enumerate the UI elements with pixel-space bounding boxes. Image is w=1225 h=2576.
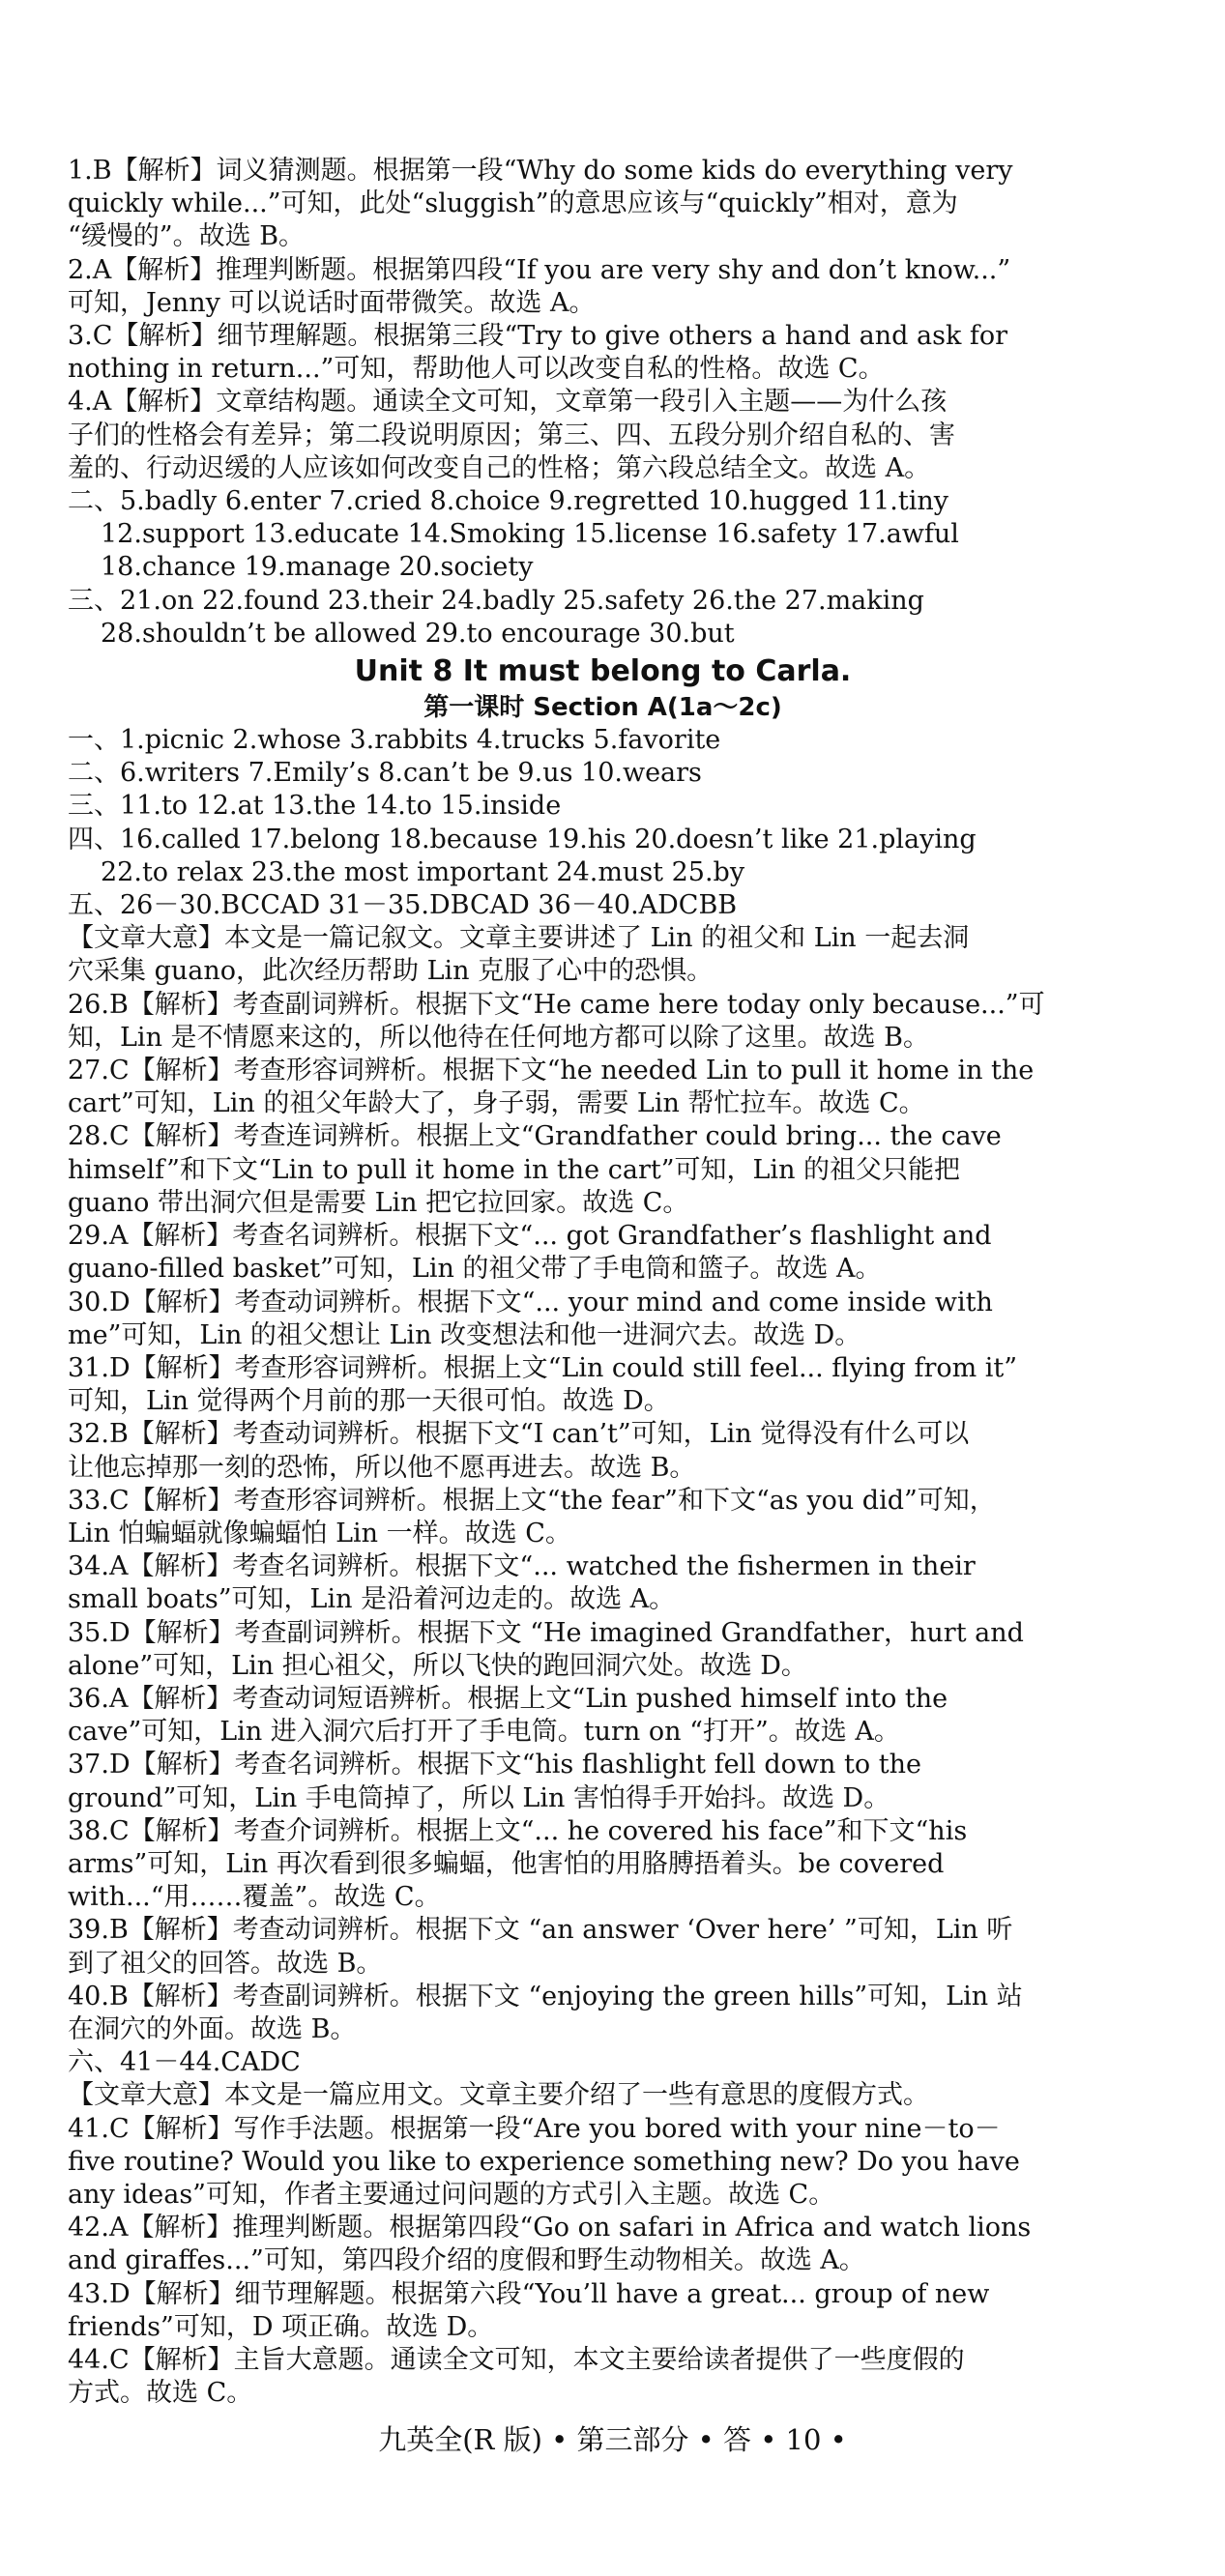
answer-line: 可知，Jenny 可以说话时面带微笑。故选 A。 — [68, 287, 596, 318]
answer-line: guano 带出洞穴但是需要 Lin 把它拉回家。故选 C。 — [68, 1187, 689, 1218]
answers-block-unit7 — [68, 155, 1138, 651]
answer-line: guano-filled basket”可知，Lin 的祖父带了手电筒和篮子。故选 A。 — [68, 1254, 882, 1285]
answer-line: 4.A【解析】文章结构题。通读全文可知，文章第一段引入主题——为什么孩 — [68, 387, 948, 418]
answer-line: 三、11.to 12.at 13.the 14.to 15.inside — [68, 791, 562, 822]
answer-line: 35.D【解析】考查副词辨析。根据下文 “He imagined Grandfather，hurt and — [68, 1617, 1024, 1648]
answer-line: 让他忘掉那一刻的恐怖，所以他不愿再进去。故选 B。 — [68, 1452, 696, 1483]
answer-line: 29.A【解析】考查名词辨析。根据下文“... got Grandfather’s flashlight and — [68, 1221, 992, 1252]
answer-line: 42.A【解析】推理判断题。根据第四段“Go on safari in Africa and watch lions — [68, 2213, 1032, 2243]
answer-line: 36.A【解析】考查动词短语辨析。根据上文“Lin pushed himself into the — [68, 1683, 948, 1714]
answer-line: cart”可知，Lin 的祖父年龄大了，身子弱，需要 Lin 帮忙拉车。故选 C。 — [68, 1088, 925, 1119]
answer-line: himself”和下文“Lin to pull it home in the cart”可知，Lin 的祖父只能把 — [68, 1154, 961, 1185]
answer-line: 知，Lin 是不情愿来这的，所以他待在任何地方都可以除了这里。故选 B。 — [68, 1022, 929, 1053]
answer-line: arms”可知，Lin 再次看到很多蝙蝠，他害怕的用胳膊捂着头。be covered — [68, 1848, 945, 1879]
answer-line: nothing in return...”可知，帮助他人可以改变自私的性格。故选 C。 — [68, 354, 885, 385]
answer-line: 穴采集 guano，此次经历帮助 Lin 克服了心中的恐惧。 — [68, 956, 714, 987]
section-title: 第一课时 Section A(1a～2c) — [423, 693, 782, 723]
answer-line: 26.B【解析】考查副词辨析。根据下文“He came here today only because...”可 — [68, 989, 1045, 1020]
answer-line: 方式。故选 C。 — [68, 2378, 253, 2409]
answer-line: 30.D【解析】考查动词辨析。根据下文“... your mind and come inside with — [68, 1287, 993, 1317]
answer-line: 27.C【解析】考查形容词辨析。根据下文“he needed Lin to pull it home in the — [68, 1056, 1035, 1086]
answer-line: 28.shouldn’t be allowed 29.to encourage 30.but — [101, 618, 735, 649]
answer-line: 37.D【解析】考查名词辨析。根据下文“his flashlight fell down to the — [68, 1750, 921, 1780]
answer-line: and giraffes...”可知，第四段介绍的度假和野生动物相关。故选 A。 — [68, 2245, 865, 2276]
answer-line: any ideas”可知，作者主要通过问问题的方式引入主题。故选 C。 — [68, 2179, 835, 2210]
answer-line: 40.B【解析】考查副词辨析。根据下文 “enjoying the green hills”可知，Lin 站 — [68, 1981, 1023, 2012]
answer-line: Lin 怕蝙蝠就像蝙蝠怕 Lin 一样。故选 C。 — [68, 1518, 571, 1548]
answer-line: 到了祖父的回答。故选 B。 — [68, 1948, 383, 1979]
answer-line: 18.chance 19.manage 20.society — [101, 552, 534, 583]
answer-line: 在洞穴的外面。故选 B。 — [68, 2013, 357, 2044]
answer-line: 2.A【解析】推理判断题。根据第四段“If you are very shy and don’t know...” — [68, 254, 1011, 285]
answers-block-unit8 — [68, 724, 1138, 2410]
answer-line: 可知，Lin 觉得两个月前的那一天很可怕。故选 D。 — [68, 1386, 670, 1417]
answer-line: 31.D【解析】考查形容词辨析。根据上文“Lin could still feel... flying from it” — [68, 1352, 1018, 1383]
unit-title: Unit 8 It must belong to Carla. — [354, 654, 852, 689]
answer-line: cave”可知，Lin 进入洞穴后打开了手电筒。turn on “打开”。故选 A。 — [68, 1717, 900, 1748]
answer-line: 12.support 13.educate 14.Smoking 15.license 16.safety 17.awful — [101, 519, 959, 550]
page-footer: 九英全(R 版) • 第三部分 • 答 • 10 • — [378, 2423, 847, 2456]
answer-line: ground”可知，Lin 手电筒掉了，所以 Lin 害怕得手开始抖。故选 D。 — [68, 1782, 890, 1813]
answer-line: 22.to relax 23.the most important 24.must 25.by — [101, 856, 745, 887]
answer-line: 二、5.badly 6.enter 7.cried 8.choice 9.regretted 10.hugged 11.tiny — [68, 486, 949, 517]
answer-line: 【文章大意】本文是一篇记叙文。文章主要讲述了 Lin 的祖父和 Lin 一起去洞 — [68, 923, 970, 954]
answer-line: alone”可知，Lin 担心祖父，所以飞快的跑回洞穴处。故选 D。 — [68, 1650, 807, 1681]
answer-line: 33.C【解析】考查形容词辨析。根据上文“the fear”和下文“as you did”可知， — [68, 1485, 996, 1516]
answer-line: 三、21.on 22.found 23.their 24.badly 25.safety 26.the 27.making — [68, 585, 924, 616]
answer-line: 38.C【解析】考查介词辨析。根据上文“... he covered his face”和下文“his — [68, 1815, 968, 1846]
answer-line: 41.C【解析】写作手法题。根据第一段“Are you bored with your nine－to－ — [68, 2113, 1001, 2144]
answer-line: with...“用……覆盖”。故选 C。 — [68, 1882, 441, 1913]
answer-line: 子们的性格会有差异；第二段说明原因；第三、四、五段分别介绍自私的、害 — [68, 420, 955, 450]
answer-line: small boats”可知，Lin 是沿着河边走的。故选 A。 — [68, 1584, 676, 1615]
answer-line: 39.B【解析】考查动词辨析。根据下文 “an answer ‘Over here’ ”可知，Lin 听 — [68, 1915, 1013, 1946]
answer-line: 羞的、行动迟缓的人应该如何改变自己的性格；第六段总结全文。故选 A。 — [68, 452, 931, 483]
answer-line: 1.B【解析】词义猜测题。根据第一段“Why do some kids do everything very — [68, 156, 1013, 186]
answer-line: friends”可知，D 项正确。故选 D。 — [68, 2311, 494, 2342]
answer-line: 二、6.writers 7.Emily’s 8.can’t be 9.us 10.wears — [68, 758, 702, 789]
answer-line: 32.B【解析】考查动词辨析。根据下文“I can’t”可知，Lin 觉得没有什么可以 — [68, 1419, 970, 1450]
answer-line: “缓慢的”。故选 B。 — [68, 221, 306, 252]
answer-line: 四、16.called 17.belong 18.because 19.his 20.doesn’t like 21.playing — [68, 824, 977, 854]
answer-line: me”可知，Lin 的祖父想让 Lin 改变想法和他一进洞穴去。故选 D。 — [68, 1319, 861, 1350]
answer-line: 28.C【解析】考查连词辨析。根据上文“Grandfather could bring... the cave — [68, 1121, 1002, 1152]
answer-line: 3.C【解析】细节理解题。根据第三段“Try to give others a hand and ask for — [68, 321, 1008, 352]
answer-line: five routine? Would you like to experience something new? Do you have — [68, 2146, 1020, 2177]
answer-line: quickly while...”可知，此处“sluggish”的意思应该与“quickly”相对，意为 — [68, 188, 958, 219]
answer-line: 【文章大意】本文是一篇应用文。文章主要介绍了一些有意思的度假方式。 — [68, 2080, 929, 2111]
answer-line: 五、26－30.BCCAD 31－35.DBCAD 36－40.ADCBB — [68, 890, 738, 921]
answer-line: 34.A【解析】考查名词辨析。根据下文“... watched the fishermen in their — [68, 1551, 976, 1582]
answer-line: 六、41－44.CADC — [68, 2047, 301, 2078]
answer-line: 43.D【解析】细节理解题。根据第六段“You’ll have a great... group of new — [68, 2278, 990, 2309]
answer-line: 一、1.picnic 2.whose 3.rabbits 4.trucks 5.favorite — [68, 725, 721, 756]
answer-line: 44.C【解析】主旨大意题。通读全文可知，本文主要给读者提供了一些度假的 — [68, 2345, 965, 2375]
